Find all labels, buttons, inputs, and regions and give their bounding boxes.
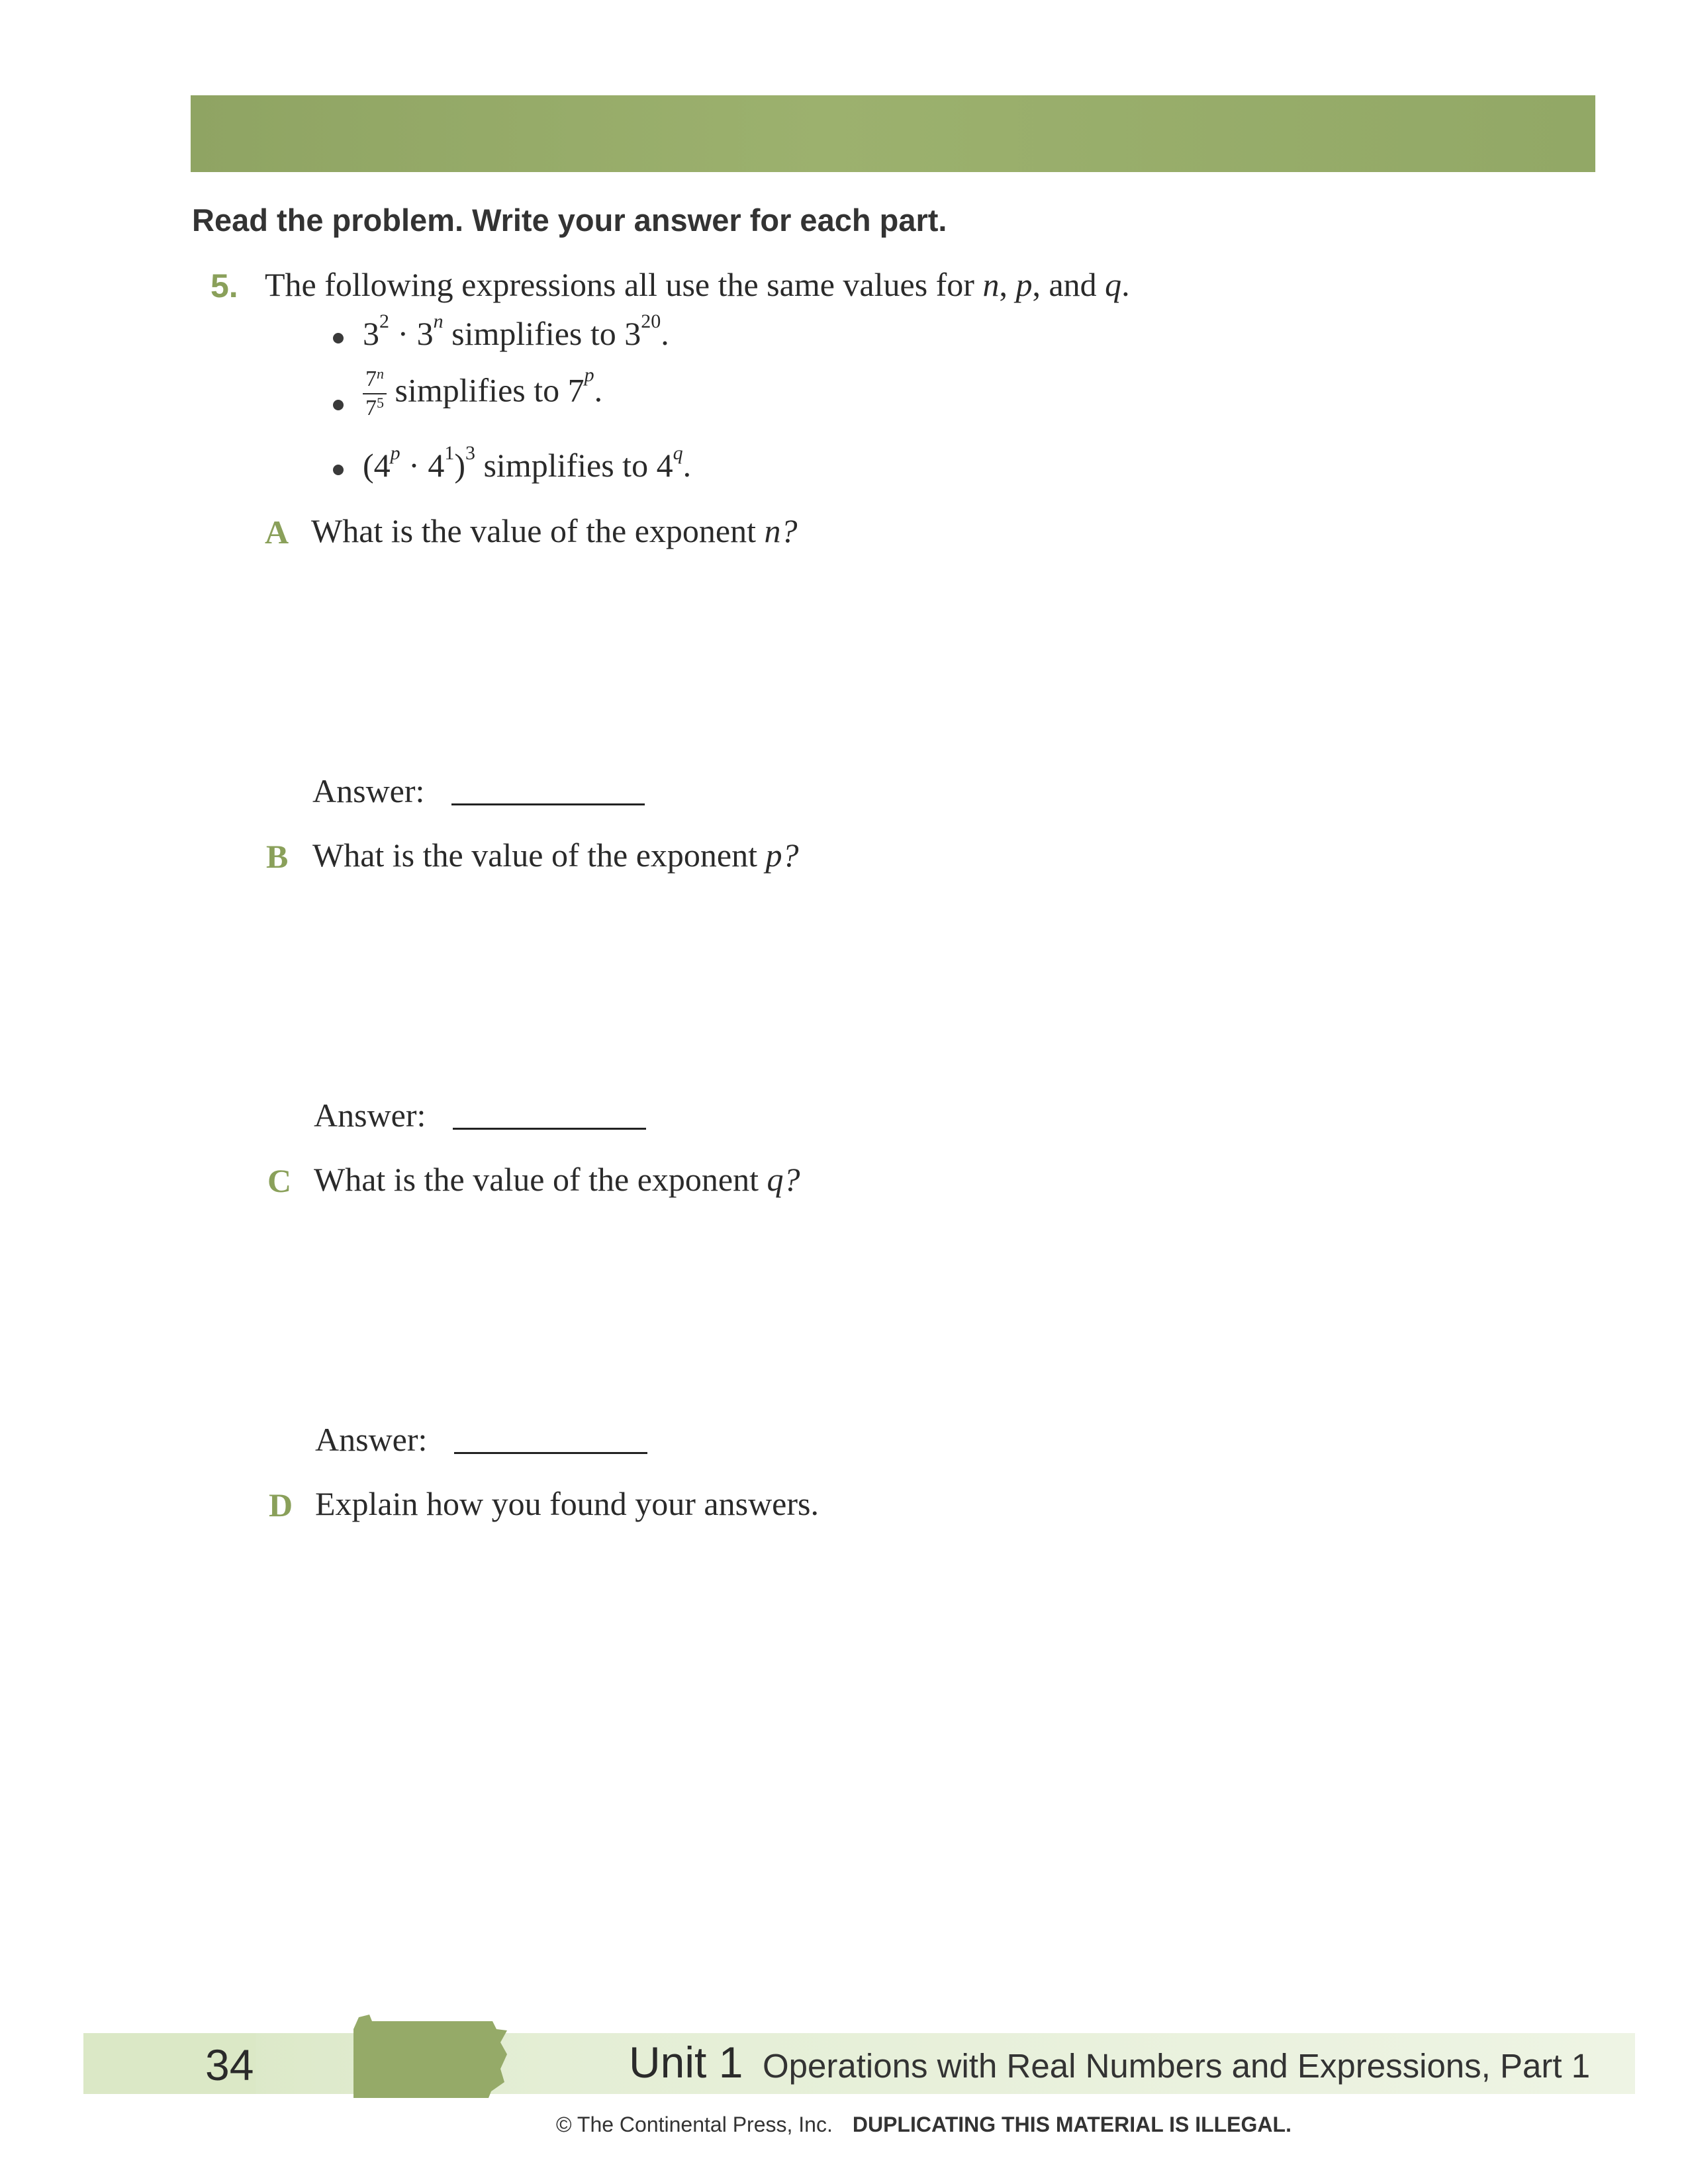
bullet-icon: [333, 333, 344, 343]
copyright-notice: © The Continental Press, Inc. DUPLICATING THIS MATERIAL IS ILLEGAL.: [556, 2113, 1291, 2136]
part-c-answer-line[interactable]: [454, 1452, 647, 1454]
bullet-icon: [333, 400, 344, 410]
instructions: Read the problem. Write your answer for each part.: [192, 203, 947, 238]
part-b-answer-label: Answer:: [314, 1097, 426, 1134]
part-a-answer-line[interactable]: [451, 803, 645, 805]
expression-2: $\frac{7^n}{7^5}$ simplifies to 7$^p$.: [363, 368, 602, 420]
question-number: 5.: [211, 267, 238, 304]
part-b-letter: B: [266, 838, 289, 875]
fraction: $\frac{7^n}{7^5}$: [363, 368, 387, 420]
bullet-icon: [333, 465, 344, 475]
duplication-warning: DUPLICATING THIS MATERIAL IS ILLEGAL.: [852, 2113, 1291, 2136]
expression-1: $3^2 \cdot 3^n$ simplifies to $3^{20}$.: [363, 310, 669, 352]
part-d-question: Explain how you found your answers.: [315, 1485, 819, 1522]
unit-title: Operations with Real Numbers and Expressions, Part 1: [763, 2047, 1591, 2085]
page-number: 34: [205, 2040, 254, 2089]
part-a-answer-label: Answer:: [312, 772, 425, 809]
question-stem: The following expressions all use the same values for n, p, and q.: [265, 266, 1130, 303]
part-d-letter: D: [269, 1486, 293, 1524]
part-c-letter: C: [267, 1162, 292, 1199]
part-b-question: What is the value of the exponent p?: [312, 837, 799, 874]
pennsylvania-state-icon: [350, 2013, 508, 2099]
part-c-answer-label: Answer:: [315, 1421, 428, 1458]
part-a-question: What is the value of the exponent n?: [311, 512, 798, 549]
header-band: [191, 95, 1595, 172]
part-a-letter: A: [265, 514, 289, 551]
unit-label: Unit 1: [629, 2038, 743, 2087]
part-c-question: What is the value of the exponent q?: [314, 1161, 800, 1198]
expression-3: $(4^p \cdot 4^1)^3$ simplifies to 4$^q$.: [363, 442, 692, 484]
part-b-answer-line[interactable]: [453, 1128, 646, 1130]
